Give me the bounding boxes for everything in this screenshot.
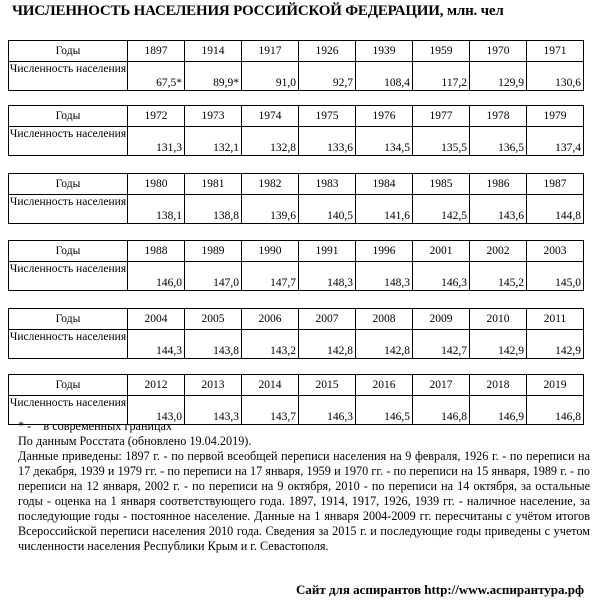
population-value-cell: 147,0 bbox=[185, 262, 242, 291]
population-value-cell: 146,3 bbox=[299, 396, 356, 425]
year-cell: 1971 bbox=[527, 41, 584, 62]
year-cell: 2019 bbox=[527, 375, 584, 396]
years-row bbox=[9, 174, 584, 195]
population-value-cell: 138,1 bbox=[128, 195, 185, 224]
population-value-cell: 142,7 bbox=[413, 330, 470, 359]
year-cell: 1991 bbox=[299, 241, 356, 262]
year-cell: 1926 bbox=[299, 41, 356, 62]
population-value-cell: 133,6 bbox=[299, 127, 356, 156]
population-label: Численность населения bbox=[9, 127, 128, 156]
population-table bbox=[8, 105, 584, 156]
population-value-cell: 148,3 bbox=[299, 262, 356, 291]
population-value-cell: 142,9 bbox=[470, 330, 527, 359]
page-title: ЧИСЛЕННОСТЬ НАСЕЛЕНИЯ РОССИЙСКОЙ ФЕДЕРАЦИИ, млн. чел bbox=[12, 3, 504, 19]
population-value-cell: 139,6 bbox=[242, 195, 299, 224]
years-label: Годы bbox=[9, 106, 128, 127]
population-table bbox=[8, 240, 584, 291]
year-cell: 2017 bbox=[413, 375, 470, 396]
population-value-cell: 132,1 bbox=[185, 127, 242, 156]
population-label: Численность населения bbox=[9, 62, 128, 91]
year-cell: 2012 bbox=[128, 375, 185, 396]
population-label: Численность населения bbox=[9, 195, 128, 224]
years-row bbox=[9, 41, 584, 62]
years-label: Годы bbox=[9, 41, 128, 62]
description-note: Данные приведены: 1897 г. - по первой всеобщей переписи населения на 9 февраля, 1926 г. - по переписи на 17 декабря, 1939 и 1979 гг. - по переписи на 17 января, 1959 и 1970 гг. - по переписи на 15 января, 1989 г. - по переписи на 12 января, 2002 г. - по переписи на 9 октября, 2010 - по переписи на 14 октября, за остальные годы - оценка на 1 января соответствующего года. 1897, 1914, 1917, 1926, 1939 гг. - наличное население, за последующие годы - постоянное население. Данные на 1 января 2004-2009 гг. пересчитаны с учётом итогов Всероссийской переписи населения 2010 года. Сведения за 2015 г. и последующие годы приведены с учетом численности населения Республики Крым и г. Севастополя. bbox=[18, 449, 590, 553]
year-cell: 1978 bbox=[470, 106, 527, 127]
years-label: Годы bbox=[9, 174, 128, 195]
population-row bbox=[9, 127, 584, 156]
population-value-cell: 89,9* bbox=[185, 62, 242, 91]
population-value-cell: 134,5 bbox=[356, 127, 413, 156]
years-row bbox=[9, 309, 584, 330]
population-value-cell: 137,4 bbox=[527, 127, 584, 156]
year-cell: 2009 bbox=[413, 309, 470, 330]
year-cell: 2006 bbox=[242, 309, 299, 330]
population-value-cell: 143,8 bbox=[185, 330, 242, 359]
year-cell: 1914 bbox=[185, 41, 242, 62]
population-value-cell: 143,0 bbox=[128, 396, 185, 425]
year-cell: 1979 bbox=[527, 106, 584, 127]
site-credit: Сайт для аспирантов http://www.аспирантура.рф bbox=[295, 582, 584, 597]
year-cell: 2004 bbox=[128, 309, 185, 330]
population-value-cell: 91,0 bbox=[242, 62, 299, 91]
population-value-cell: 145,0 bbox=[527, 262, 584, 291]
population-value-cell: 138,8 bbox=[185, 195, 242, 224]
year-cell: 1897 bbox=[128, 41, 185, 62]
population-value-cell: 132,8 bbox=[242, 127, 299, 156]
year-cell: 1974 bbox=[242, 106, 299, 127]
year-cell: 2013 bbox=[185, 375, 242, 396]
year-cell: 2014 bbox=[242, 375, 299, 396]
population-value-cell: 130,6 bbox=[527, 62, 584, 91]
source-note: По данным Росстата (обновлено 19.04.2019). bbox=[18, 434, 252, 448]
year-cell: 1959 bbox=[413, 41, 470, 62]
population-row bbox=[9, 62, 584, 91]
year-cell: 1970 bbox=[470, 41, 527, 62]
population-value-cell: 129,9 bbox=[470, 62, 527, 91]
population-value-cell: 92,7 bbox=[299, 62, 356, 91]
population-value-cell: 143,7 bbox=[242, 396, 299, 425]
population-row bbox=[9, 262, 584, 291]
population-label: Численность населения bbox=[9, 330, 128, 359]
population-table bbox=[8, 308, 584, 359]
year-cell: 1987 bbox=[527, 174, 584, 195]
year-cell: 2016 bbox=[356, 375, 413, 396]
population-row bbox=[9, 330, 584, 359]
year-cell: 1983 bbox=[299, 174, 356, 195]
year-cell: 1996 bbox=[356, 241, 413, 262]
population-value-cell: 142,8 bbox=[356, 330, 413, 359]
year-cell: 1984 bbox=[356, 174, 413, 195]
year-cell: 1985 bbox=[413, 174, 470, 195]
population-value-cell: 141,6 bbox=[356, 195, 413, 224]
year-cell: 2002 bbox=[470, 241, 527, 262]
population-value-cell: 148,3 bbox=[356, 262, 413, 291]
population-value-cell: 143,6 bbox=[470, 195, 527, 224]
years-label: Годы bbox=[9, 375, 128, 396]
year-cell: 2015 bbox=[299, 375, 356, 396]
year-cell: 1988 bbox=[128, 241, 185, 262]
year-cell: 2005 bbox=[185, 309, 242, 330]
year-cell: 1972 bbox=[128, 106, 185, 127]
population-value-cell: 108,4 bbox=[356, 62, 413, 91]
population-label: Численность населения bbox=[9, 396, 128, 425]
year-cell: 1982 bbox=[242, 174, 299, 195]
population-value-cell: 146,0 bbox=[128, 262, 185, 291]
year-cell: 1981 bbox=[185, 174, 242, 195]
population-value-cell: 144,8 bbox=[527, 195, 584, 224]
population-value-cell: 143,3 bbox=[185, 396, 242, 425]
population-value-cell: 146,8 bbox=[413, 396, 470, 425]
population-value-cell: 142,8 bbox=[299, 330, 356, 359]
notes-block bbox=[18, 419, 590, 554]
population-value-cell: 146,3 bbox=[413, 262, 470, 291]
years-row bbox=[9, 375, 584, 396]
year-cell: 1975 bbox=[299, 106, 356, 127]
population-row bbox=[9, 195, 584, 224]
population-value-cell: 135,5 bbox=[413, 127, 470, 156]
population-value-cell: 142,9 bbox=[527, 330, 584, 359]
population-value-cell: 117,2 bbox=[413, 62, 470, 91]
population-value-cell: 147,7 bbox=[242, 262, 299, 291]
population-value-cell: 140,5 bbox=[299, 195, 356, 224]
population-value-cell: 144,3 bbox=[128, 330, 185, 359]
footnote: * - в современных границах bbox=[18, 419, 173, 433]
year-cell: 1989 bbox=[185, 241, 242, 262]
year-cell: 2010 bbox=[470, 309, 527, 330]
year-cell: 1917 bbox=[242, 41, 299, 62]
year-cell: 1976 bbox=[356, 106, 413, 127]
year-cell: 2008 bbox=[356, 309, 413, 330]
population-table bbox=[8, 173, 584, 224]
population-value-cell: 136,5 bbox=[470, 127, 527, 156]
population-table bbox=[8, 40, 584, 91]
population-table bbox=[8, 374, 584, 425]
year-cell: 1973 bbox=[185, 106, 242, 127]
population-value-cell: 146,8 bbox=[527, 396, 584, 425]
year-cell: 1990 bbox=[242, 241, 299, 262]
year-cell: 2003 bbox=[527, 241, 584, 262]
years-label: Годы bbox=[9, 241, 128, 262]
year-cell: 2007 bbox=[299, 309, 356, 330]
year-cell: 2011 bbox=[527, 309, 584, 330]
population-value-cell: 143,2 bbox=[242, 330, 299, 359]
population-value-cell: 145,2 bbox=[470, 262, 527, 291]
year-cell: 2001 bbox=[413, 241, 470, 262]
years-row bbox=[9, 241, 584, 262]
year-cell: 1939 bbox=[356, 41, 413, 62]
year-cell: 2018 bbox=[470, 375, 527, 396]
population-value-cell: 131,3 bbox=[128, 127, 185, 156]
year-cell: 1977 bbox=[413, 106, 470, 127]
population-value-cell: 146,9 bbox=[470, 396, 527, 425]
years-label: Годы bbox=[9, 309, 128, 330]
years-row bbox=[9, 106, 584, 127]
year-cell: 1980 bbox=[128, 174, 185, 195]
year-cell: 1986 bbox=[470, 174, 527, 195]
population-value-cell: 146,5 bbox=[356, 396, 413, 425]
population-label: Численность населения bbox=[9, 262, 128, 291]
population-value-cell: 142,5 bbox=[413, 195, 470, 224]
population-value-cell: 67,5* bbox=[128, 62, 185, 91]
